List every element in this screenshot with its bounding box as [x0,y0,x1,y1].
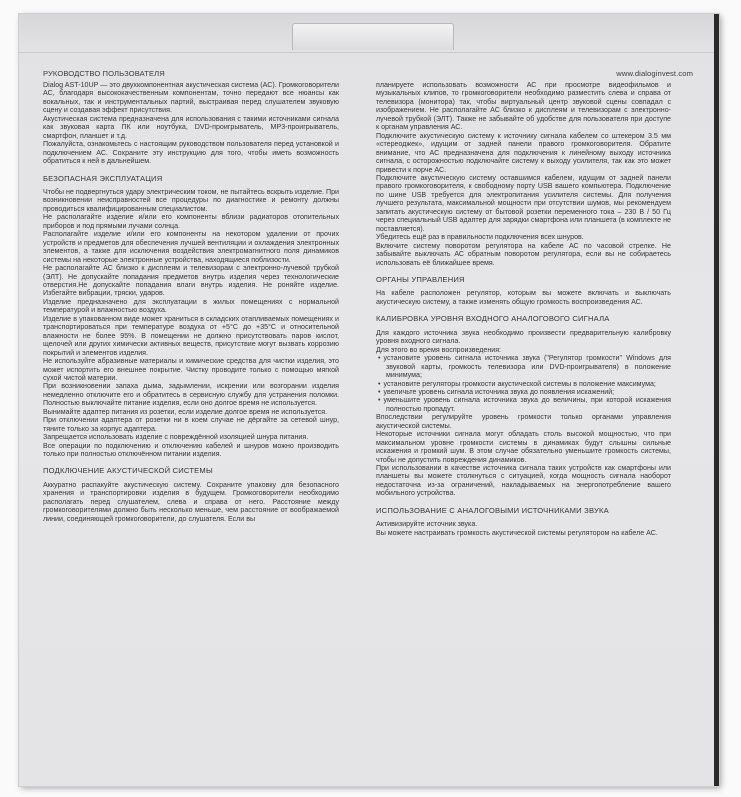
connection-paragraph: планируете использовать возможности АС при просмотре видеофильмов и музыкальных клипов, то громкоговорители необходимо разместить слева и справа от телевизора (монитора) так, чтобы виртуальный центр звуковой сцены совпадал с изображением. Не располагайте АС близко к дисплеям и телевизорам с электронно-лучевой трубкой (ЭЛТ). Также не забывайте об удобстве для пользователя при доступе к органам управления АС. [376,81,671,132]
safety-paragraph: Не располагайте АС близко к дисплеям и телевизорам с электронно-лучевой трубкой (ЭЛТ). Не допускайте попадания предметов внутрь изделия через технологические отверстия.Не допускайте попадания влаги внутрь изделия. Не роняйте изделие. Избегайте вибрации, тряски, ударов. [43,264,339,298]
manual-title: РУКОВОДСТВО ПОЛЬЗОВАТЕЛЯ [43,69,165,78]
analog-paragraph: Вы можете настраивать громкость акустической системы регулятором на кабеле АС. [376,528,658,537]
calibration-paragraph: Для каждого источника звука необходимо произвести предварительную калибровку уровня входного сигнала. [376,328,671,346]
calibration-paragraph: Для этого во время воспроизведения: [376,345,502,354]
section-heading-analog: ИСПОЛЬЗОВАНИЕ С АНАЛОГОВЫМИ ИСТОЧНИКАМИ ЗВУКА [376,505,609,515]
box-tuck-tab [292,23,454,50]
connection-paragraph: Включите систему поворотом регулятора на кабеле АС по часовой стрелке. Не забывайте выключать АС обратным поворотом регулятора, если вы не собираетесь использовать её ближайшее время. [376,241,671,267]
connection-paragraph: Аккуратно распакуйте акустическую систему. Сохраните упаковку для безопасного хранения и транспортировки изделия в будущем. Громкоговорители необходимо располагать перед слушателем, слева и справа от него. Расстояние между громкоговорителями должно быть несколько меньше, чем расстояние от воображаемой линии, соединяющей громкоговорители, до слушателя. Если вы [43,480,339,523]
safety-paragraph: Вынимайте адаптер питания из розетки, если изделие долгое время не используется. [43,407,328,416]
safety-paragraph: Чтобы не подвергнуться удару электрическим током, не пытайтесь вскрыть изделие. При возникновении неисправностей все процедуры по диагностике и ремонту должны проводиться квалифицированным специалистом. [43,187,339,213]
box-side-edge [714,14,719,786]
safety-paragraph: При возникновении запаха дыма, задымлении, искрении или возгорании изделия немедленно отключите его и обратитесь в сервисную службу для устранения поломки. Полностью выключайте питание изделия, если оно долгое время не используется. [43,382,339,408]
safety-paragraph: Изделие в упакованном виде может храниться в складских отапливаемых помещениях и транспортироваться при температуре воздуха от +5°С до +35°С и относительной влажности не более 95%. В помещении не должно присутствовать паров кислот, щелочей или других химически активных веществ, присутствие могут вызвать коррозию покрытий и элементов изделия. [43,314,339,357]
safety-paragraph: Не используйте абразивные материалы и химические средства для чистки изделия, это может испортить его внешнее покрытие. Чистку проводите только с помощью мягкой сухой чистой материи. [43,357,339,382]
calibration-step: • установите уровень сигнала источника звука ("Регулятор громкости" Windows для звуковой карты, громкость телевизора или DVD-проигрывателя) в положение минимума; [376,354,671,379]
section-heading-calibration: КАЛИБРОВКА УРОВНЯ ВХОДНОГО АНАЛОГОВОГО СИГНАЛА [376,314,610,324]
safety-paragraph: Изделие предназначено для эксплуатации в жилых помещениях с нормальной температурой и влажностью воздуха. [43,297,339,315]
intro-paragraph: Dialog AST-10UP — это двухкомпонентная акустическая система (АС). Громкоговорители АС, благодаря высококачественным компонентам, точно передают все нюансы как вокальных, так и инструментальных партий, выстраивая перед слушателем звуковую сцену и создавая эффект присутствия. [43,81,339,115]
left-column [43,81,339,523]
connection-paragraph: Подключите акустическую систему к источнику сигнала кабелем со штекером 3.5 мм «стереоджек», идущим от задней панели правого громкоговорителя. Обратите внимание, что АС предназначена для подключения к линейному выходу источника сигнала, с осторожностью подключайте систему к выходу усилителя, так как это может привести к порче АС. [376,131,671,174]
calibration-paragraph: Некоторые источники сигнала могут обладать столь высокой мощностью, что при максимальном уровне громкости системы в динамиках будут слышны сильные искажения и громкий шум. В этом случае обязательно уменьшите громкость системы, чтобы не допустить повреждения динамиков. [376,430,671,464]
calibration-step: • установите регуляторы громкости акустической системы в положение максимума; [376,380,671,388]
intro-paragraph: Пожалуйста, ознакомьтесь с настоящим руководством пользователя перед установкой и подключением АС. Сохраните эту инструкцию для того, чтобы иметь возможность обратиться к ней в дальнейшем. [43,140,339,166]
section-heading-controls: ОРГАНЫ УПРАВЛЕНИЯ [376,274,465,284]
calibration-step: • уменьшите уровень сигнала источника звука до величины, при которой искажения полностью пропадут. [376,396,671,413]
calibration-paragraph: Впоследствии регулируйте уровень громкости только органами управления акустической системы. [376,413,671,430]
safety-paragraph: Все операции по подключению и отключению кабелей и шнуров можно производить только при полностью отключённом питании изделия. [43,441,339,459]
connection-paragraph: Убедитесь ещё раз в правильности подключения всех шнуров. [376,233,584,242]
controls-paragraph: На кабеле расположен регулятор, которым вы можете включать и выключать акустическую систему, а также изменять общую громкость воспроизведения АС. [376,289,671,306]
website-url: www.dialoginvest.com [616,69,693,78]
section-heading-connection: ПОДКЛЮЧЕНИЕ АКУСТИЧЕСКОЙ СИСТЕМЫ [43,466,213,476]
safety-paragraph: При отключении адаптера от розетки ни в коем случае не дёргайте за сетевой шнур, тяните только за корпус адаптера. [43,416,339,433]
intro-paragraph: Акустическая система предназначена для использования с такими источниками сигнала как звуковая карта ПК или ноутбука, DVD-проигрыватель, MP3-проигрыватель, смартфон, планшет и т.д. [43,114,339,140]
connection-paragraph: Подключите акустическую систему оставшимся кабелем, идущим от задней панели правого громкоговорителя, к свободному порту USB вашего компьютера. Подключение по шине USB требуется для электропитания усилителя системы. Для получения лучшего результата, максимальной мощности при отсутствии шумов, мы рекомендуем запитать акустическую систему от бытовой розетки переменного тока – 230 В / 50 Гц через специальный USB адаптер для зарядки смартфона или планшета (в комплекте не поставляется). [376,173,671,233]
analog-paragraph: Активизируйте источник звука. [376,520,478,529]
calibration-step: • увеличьте уровень сигнала источника звука до появления искажений; [376,388,671,396]
calibration-paragraph: При использовании в качестве источника сигнала таких устройств как смартфоны или планшеты вы можете столкнуться с ситуацией, когда мощность сигнала наоборот недостаточна из-за ограничений, накладываемых на энергопотребление вашего мобильного устройства. [376,464,671,498]
manual-header [43,69,693,78]
safety-paragraph: Не располагайте изделие и/или его компоненты вблизи радиаторов отопительных приборов и под прямыми лучами солнца. [43,213,339,230]
right-column [376,81,671,537]
safety-paragraph: Запрещается использовать изделие с повреждённой изоляцией шнура питания. [43,433,309,442]
safety-paragraph: Располагайте изделие и/или его компоненты на некотором удалении от прочих устройств и предметов для обеспечения лучшей вентиляции и охлаждения электронных элементов, а также для исключения воздействия электромагнитного поля динамиков системы на некоторые электронные устройства, находящиеся поблизости. [43,230,339,264]
section-heading-safety: БЕЗОПАСНАЯ ЭКСПЛУАТАЦИЯ [43,173,163,183]
